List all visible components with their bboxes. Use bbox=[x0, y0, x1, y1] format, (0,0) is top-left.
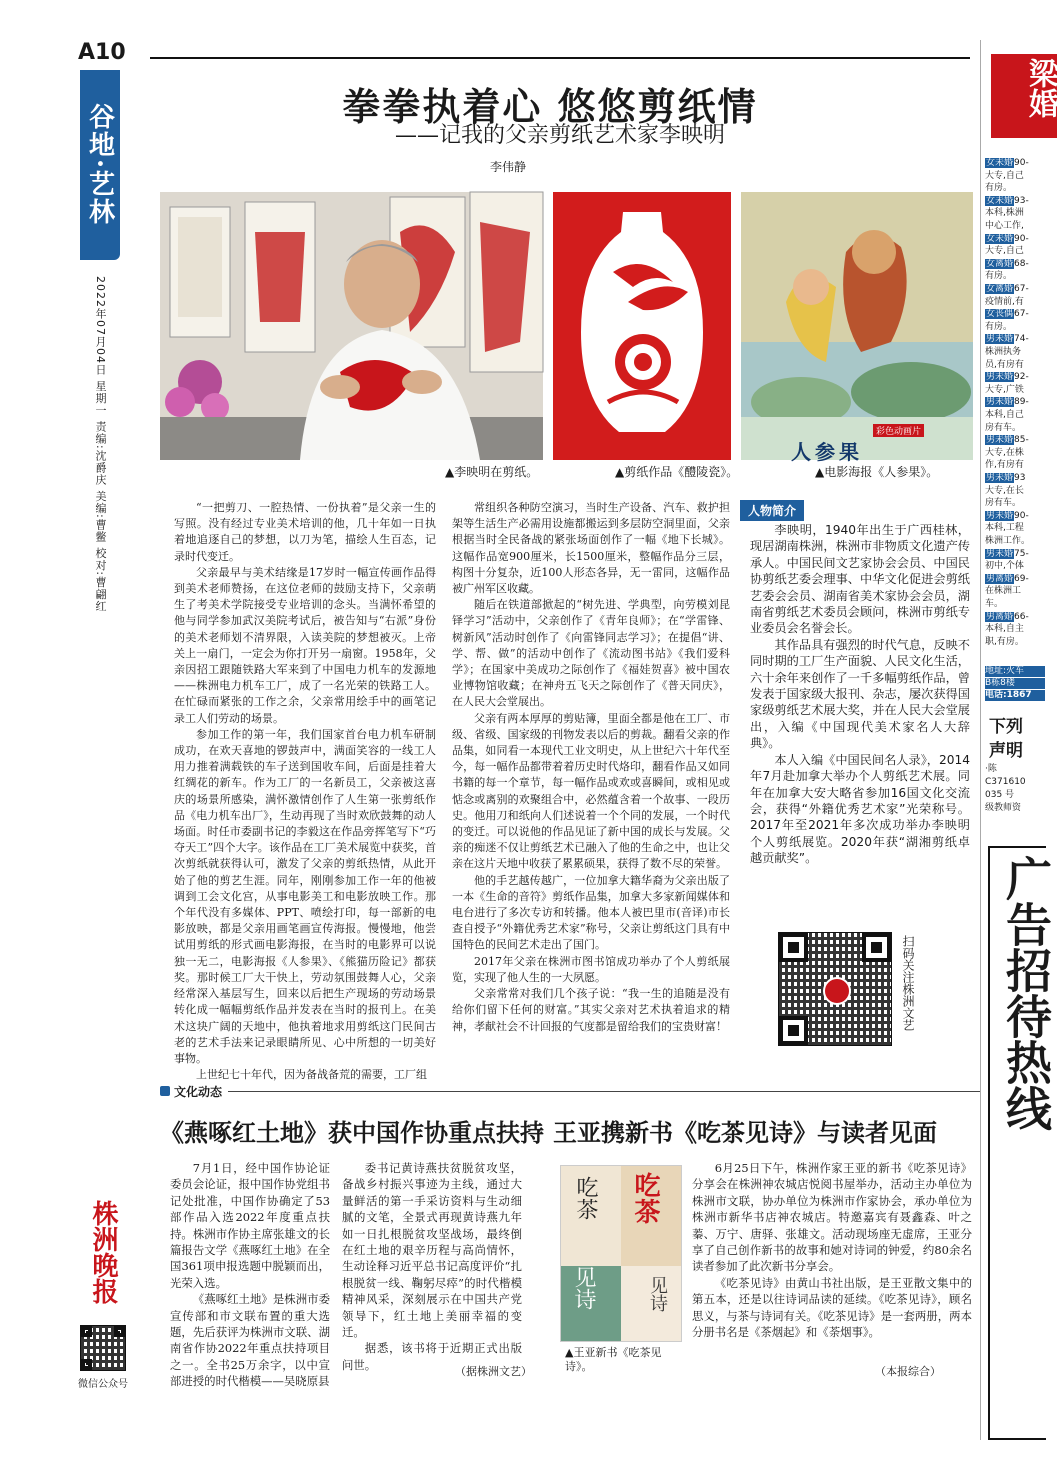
strip-personal-ad-line bbox=[985, 586, 1045, 597]
poster-title: 人参果 bbox=[791, 440, 863, 464]
strip-ad-label: 男离婚 bbox=[986, 573, 1014, 584]
strip-personal-ad-line bbox=[985, 221, 1045, 232]
story2-source: （本报综合） bbox=[875, 1365, 941, 1378]
strip-ad-text: 本科,株洲 bbox=[985, 208, 1024, 219]
book-title-right: 吃茶 bbox=[630, 1172, 660, 1224]
strip-personal-ad-line bbox=[985, 448, 1045, 459]
strip-ad-text: 大专,在长 bbox=[985, 485, 1024, 496]
strip-ad-text: 大专,在株 bbox=[985, 447, 1024, 458]
strip-ad-text: 株洲执务 bbox=[985, 347, 1022, 357]
strip-ad-text: 大专,广铁 bbox=[985, 384, 1024, 395]
section-rule bbox=[160, 1091, 980, 1092]
strip-personal-ad-line bbox=[985, 574, 1045, 585]
strip-personal-ad-line bbox=[985, 410, 1045, 421]
article-paragraph: 2017年父亲在株洲市图书馆成功举办了个人剪纸展览，实现了他人生的一大夙愿。 bbox=[452, 954, 730, 984]
book-subtitle-left: 见诗 bbox=[571, 1266, 596, 1310]
culture-news-label: 文化动态 bbox=[160, 1083, 228, 1100]
issue-meta: 2022年07月04日 星期一 责编:沈爵庆 美编:曹鳖 校对:曹翩红 bbox=[94, 276, 107, 613]
strip-personal-ad-line bbox=[985, 372, 1045, 383]
strip-personal-ad-line bbox=[985, 561, 1045, 572]
photo-caption-poster: ▲电影海报《人参果》。 bbox=[815, 465, 939, 479]
article-column-1 bbox=[174, 500, 436, 1083]
strip-ad-text: 90- bbox=[1014, 510, 1029, 521]
strip-personal-ad-line bbox=[985, 347, 1045, 358]
article-paragraph: 上世纪七十年代，因为备战备荒的需要，工厂组 bbox=[196, 1068, 427, 1082]
strip-personal-ad-line bbox=[985, 246, 1045, 257]
strip-ad-text: 有房。 bbox=[985, 321, 1013, 332]
zhuzhou-arts-qr-code[interactable] bbox=[778, 932, 892, 1046]
strip-personal-ad-line bbox=[985, 284, 1045, 295]
profile-paragraph: 本人入编《中国民间名人录》，2014年7月赴加拿大举办个人剪纸艺术展。同年在加拿大安大略省参加16国文化交流会，获得“外籍优秀艺术家”光荣称号。2017年至2021年多次成功举办李映明个人剪纸展览。2020年获“湖湘剪纸卓越贡献奖”。 bbox=[750, 752, 970, 866]
article-paragraph: 他的手艺越传越广，一位加拿大籍华裔为父亲出版了一本《生命的音符》剪纸作品集，加拿大多家新闻媒体和电台进行了多次专访和转播。他本人被巴里市(音译)市长查自授予“外籍优秀艺术家”称号，父亲让剪纸这门具有中国特色的民间艺术走出了国门。 bbox=[452, 873, 730, 952]
profile-body bbox=[750, 522, 970, 867]
notice-line: ·陈 bbox=[985, 764, 997, 774]
strip-personal-ad-line bbox=[985, 234, 1045, 245]
article-paragraph: 父亲有两本厚厚的剪贴簿，里面全都是他在工厂、市级、省级、国家级的刊物发表以后的剪裁。翻看父亲的作品集，如同看一本现代工业文明史，从上世纪六十年代至今，每一幅作品都带着着历史时代烙印，翻看作品又如同书籍的每一个章节，每一幅作品或欢或喜瞬间，或相见或惦念或离别的欢聚组合中，必然蕴含着一个故事、一段历史。他用刀和纸向人们述说着一个个同的发展，一个时代的变迁。可以说他的作品见证了新中国的成长与发展。父亲的痴迷不仅让剪纸艺术已融入了他的生命之中，也让父亲在这片天地中收获了累累硕果，获得了数不尽的荣誉。 bbox=[452, 711, 730, 871]
profile-tag: 人物简介 bbox=[740, 500, 804, 521]
strip-personal-ad-line bbox=[985, 158, 1045, 169]
strip-ad-text: 初中,个体 bbox=[985, 561, 1024, 572]
strip-ad-text: 85- bbox=[1014, 435, 1029, 446]
strip-ad-text: 作,有房有 bbox=[985, 460, 1024, 471]
story2-paragraph: 6月25日下午，株洲作家王亚的新书《吃茶见诗》分享会在株洲神农城店悦阅书屋举办，活动主办单位为株洲市文联，协办单位为株洲市作家协会，承办单位为株洲市新华书店神农城店。特邀嘉宾有聂鑫森、叶之蓁、万宁、唐驿、张雄文。活动现场座无虚席，王亚分享了自己创作新书的故事和她对诗词的钟爱，约80余名读者参加了此次新书分享会。 bbox=[692, 1161, 972, 1274]
strip-ad-text: 89- bbox=[1014, 397, 1029, 408]
strip-personal-ad-line bbox=[985, 511, 1045, 522]
story1-paragraph: 7月1日，经中国作协论证委员会论证，报中国作协党组书记处批准，中国作协确定了53部作品入选2022年度重点扶持。株洲市作协主席张雄文的长篇报告文学《燕啄红土地》在全国361项申报选题中脱颖而出，光荣入选。 bbox=[170, 1161, 330, 1290]
strip-personal-ad-line bbox=[985, 196, 1045, 207]
strip-personal-ad-line bbox=[985, 360, 1045, 371]
strip-personal-ad-line bbox=[985, 460, 1045, 471]
story2-title: 王亚携新书《吃茶见诗》与读者见面 bbox=[553, 1118, 937, 1147]
strip-personal-ad-line bbox=[985, 486, 1045, 497]
strip-personal-ad-line bbox=[985, 385, 1045, 396]
article-column-2 bbox=[452, 500, 730, 1035]
strip-personal-ad-line bbox=[985, 624, 1045, 635]
strip-ad-text: 75- bbox=[1014, 548, 1029, 559]
article-paragraph: 父亲最早与美术结缘是17岁时一幅宣传画作品得到美术老师赞扬，在这位老师的鼓励支持下，父亲萌生了考美术学院接受专业培训的念头。当满怀希望的他与同学参加武汉美院考试后，被告知与“右派”身份的美术老师划不清界限，入读美院的梦想被灭。上帝关上一扇门，一定会为你打开另一扇窗。1958年，父亲因招工跟随铁路大军来到了中国电力机车的发源地——株洲电力机车工厂，成了一名光荣的铁路工人。在忙碌而紧张的工作之余，父亲常用绘手中的画笔记录工人们劳动的场景。 bbox=[174, 565, 436, 725]
story1-paragraph: 据悉，该书将于近期正式出版问世。 bbox=[342, 1341, 522, 1372]
paper-qr-code bbox=[80, 1325, 126, 1371]
paper-logo: 株洲晚报 bbox=[88, 1200, 118, 1304]
notice-line: 级教师资 bbox=[985, 803, 1022, 813]
strip-ad-text: 大专,自己 bbox=[985, 246, 1024, 257]
strip-personal-ad-line bbox=[985, 473, 1045, 484]
strip-personal-ad-line bbox=[985, 322, 1045, 333]
qr-caption: 扫码关注株洲文艺 bbox=[901, 935, 915, 1031]
strip-ad-text: 职,有房。 bbox=[985, 636, 1024, 647]
label-marker-icon bbox=[160, 1086, 170, 1096]
byline: 李伟静 bbox=[490, 160, 527, 174]
strip-personal-ad-line bbox=[985, 637, 1045, 648]
profile-paragraph: 李映明，1940年出生于广西桂林，现居湖南株洲，株洲市非物质文化遗产传承人。中国民间文艺家协会会员、中国民协剪纸艺委会理事、中华文化促进会剪纸艺委会会员、湖南省美术家协会会员，湖南省剪纸艺术委员会顾问，株洲市剪纸专业委员会名誉会长。 bbox=[750, 523, 970, 636]
story1-column-2 bbox=[342, 1160, 522, 1373]
strip-ad-label: 女未婚 bbox=[986, 233, 1014, 244]
strip-personal-ad-line bbox=[985, 423, 1045, 434]
story1-column-1 bbox=[170, 1160, 330, 1390]
strip-ad-text: 员,有房有 bbox=[985, 359, 1024, 370]
strip-ad-text: 大专,自己 bbox=[985, 170, 1024, 181]
strip-personal-ad-line bbox=[985, 435, 1045, 446]
strip-ad-label: 男未婚 bbox=[986, 334, 1014, 345]
strip-ad-label: 女丧偶 bbox=[986, 309, 1014, 320]
strip-ad-label: 男未婚 bbox=[986, 435, 1014, 446]
strip-personal-ad-line bbox=[985, 612, 1045, 623]
story1-paragraph: 委书记黄诗燕扶贫脱贫攻坚，备战乡村振兴事迹为主线，通过大量鲜活的第一手采访资料与生动细腻的文笔，全景式再现黄诗燕九年如一日扎根脱贫攻坚战场，最终倒在红土地的艰辛历程与高尚情怀，生动诠释习近平总书记高度评价“扎根脱贫一线、鞠躬尽瘁”的时代楷模精神风采，深刻展示在中国共产党领导下，红土地上美丽幸福的变迁。 bbox=[342, 1161, 522, 1340]
strip-ad-text: 66- bbox=[1014, 611, 1029, 622]
story1-paragraph: 《燕啄红土地》是株洲市委宣传部和市文联布置的重大选题，先后获评为株洲市文联、湖南省作协2022年重点扶持项目之一。全书25万余字，以中宣部进授的时代楷模——吴晓原县 bbox=[170, 1292, 330, 1389]
strip-personal-ad-line bbox=[985, 523, 1045, 534]
strip-ad-text: 有房。 bbox=[985, 183, 1013, 194]
story2-paragraph: 《吃茶见诗》由黄山书社出版，是王亚散文集中的第五本，还是以往诗词品读的延续。《吃茶见诗》，顾名思义，与茶与诗词有关。《吃茶见诗》是一套两册，两本分册书名是《茶烟起》和《荼烟事》。 bbox=[692, 1275, 972, 1340]
strip-ad-text: 车。 bbox=[985, 599, 1004, 609]
strip-address-2: B栋8楼 bbox=[985, 678, 1045, 689]
section-label: 谷地·艺林 bbox=[80, 70, 120, 260]
strip-personal-ad-line bbox=[985, 171, 1045, 182]
photo-papercut-vase bbox=[553, 192, 731, 460]
strip-ad-text: 67- bbox=[1014, 309, 1029, 320]
article-paragraph: 父亲常常对我们几个孩子说：“我一生的追随是没有给你们留下任何的财富。”其实父亲对艺术执着追求的精神，孝献社会不计回报的气度都是留给我们的宝贵财富！ bbox=[452, 987, 730, 1033]
strip-ad-text: 68- bbox=[1014, 258, 1029, 269]
strip-ad-text: 67- bbox=[1014, 284, 1029, 294]
strip-personal-ad-line bbox=[985, 549, 1045, 560]
poster-banner: 彩色动画片 bbox=[873, 424, 924, 437]
strip-ad-text: 92- bbox=[1014, 372, 1029, 383]
photo-caption-artist: ▲李映明在剪纸。 bbox=[445, 465, 539, 479]
book-cover-image bbox=[560, 1165, 682, 1342]
marriage-ads-heading: 梁婚 bbox=[991, 54, 1057, 138]
strip-phone: 电话:1867 bbox=[985, 690, 1045, 701]
strip-address: 地址:火车 bbox=[985, 666, 1045, 677]
strip-personal-ad-line bbox=[985, 334, 1045, 345]
strip-ad-label: 女离婚 bbox=[986, 284, 1014, 294]
notice-line: C371610 bbox=[985, 777, 1026, 787]
paper-qr-caption: 微信公众号 bbox=[78, 1379, 128, 1390]
strip-ad-label: 男未婚 bbox=[986, 473, 1014, 483]
photo-caption-vase: ▲剪纸作品《醴陵瓷》。 bbox=[615, 465, 739, 479]
story2-body bbox=[692, 1160, 972, 1340]
strip-personal-ad-line bbox=[985, 599, 1045, 610]
strip-personal-ad-line bbox=[985, 309, 1045, 320]
strip-ad-label: 女离婚 bbox=[986, 258, 1014, 269]
article-paragraph: 常组织各种防空演习，当时生产设备、汽车、救护担架等生活生产必需用设施都搬运到多层防空洞里面，父亲根据当时全民备战的紧张场面创作了一幅《地下长城》。这幅作品宽900厘米，长1500厘米，整幅作品分三层，构图十分复杂，近100人形态各异，无一雷同，这幅作品被广州军区收藏。 bbox=[452, 501, 730, 596]
strip-ad-text: 株洲工作。 bbox=[985, 536, 1031, 546]
book-subtitle-right: 见诗 bbox=[647, 1276, 668, 1312]
article-paragraph: “一把剪刀、一腔热情、一份执着”是父亲一生的写照。没有经过专业美术培训的他，几十年如一日执着地追逐自己的梦想，以刀为笔，描绘人生百态，记录时代变迁。 bbox=[174, 501, 436, 563]
strip-ad-text: 本科,自主 bbox=[985, 624, 1024, 635]
photo-film-poster bbox=[741, 192, 973, 464]
strip-ad-text: 疫情前,有 bbox=[985, 296, 1024, 307]
ad-hotline-text: 广告招待热线 bbox=[999, 855, 1053, 1131]
strip-personal-ad-line bbox=[985, 498, 1045, 509]
strip-ad-text: 有房。 bbox=[985, 271, 1013, 282]
article-paragraph: 参加工作的第一年，我们国家首台电力机车研制成功，在欢天喜地的锣鼓声中，满面笑容的一线工人用力推着满载铁的车子送到国收车间，后面是挂着大红绸花的新车。作为工厂的一名新员工，父亲被这喜庆的场景所感染，满怀激情创作了人生第一张剪纸作品《电力机车出厂》，生动再现了当时欢欣鼓舞的动人场面。时任市委副书记的李毅这在作品旁挥笔写下“巧夺天工”四个大字。该作品在工厂美术展览中获奖，首次剪纸就获得认可，激发了父亲的剪纸热情，从此开始了他的剪艺生涯。同年，刚刚参加工作一年的他被调到工会文化宫，从事电影美工和电影放映工作。那个年代没有多媒体、PPT、喷绘打印，每一部新的电影放映，都是父亲用画笔画宣传海报。慢慢地，他尝试用剪纸的形式画电影海报，在当时的电影界可以说独一无二，电影海报《人参果》、《熊猫历险记》都获奖。那时候工厂大干快上，劳动氛围鼓舞人心，父亲经常深入基层写生，回来以后把生产现场的劳动场景转化成一幅幅剪纸作品并发表在当时的报刊上。在美术这块广阔的天地中，他执着地求用剪纸这门民间古老的艺术手法来记录眼睛所见、心中所想的一切美好事物。 bbox=[174, 727, 436, 1065]
strip-ad-text: 69- bbox=[1014, 573, 1029, 584]
strip-personal-ad-line bbox=[985, 208, 1045, 219]
notice-line: 035 号 bbox=[985, 790, 1015, 800]
strip-ad-text: 90- bbox=[1014, 233, 1029, 244]
top-rule bbox=[150, 57, 970, 59]
strip-ad-text: 房有车。 bbox=[985, 422, 1022, 433]
headline: 拳拳执着心 悠悠剪纸情 bbox=[342, 84, 758, 129]
strip-ad-text: 74- bbox=[1014, 334, 1029, 345]
subheadline: ——记我的父亲剪纸艺术家李映明 bbox=[394, 123, 725, 148]
strip-personal-ad-line bbox=[985, 271, 1045, 282]
strip-ad-text: 93 bbox=[1014, 473, 1026, 483]
strip-ad-label: 男未婚 bbox=[986, 548, 1014, 559]
story1-title: 《燕啄红土地》获中国作协重点扶持 bbox=[160, 1118, 544, 1147]
strip-ad-text: 93- bbox=[1014, 195, 1029, 206]
page-number: A10 bbox=[78, 40, 126, 65]
story1-source: （据株洲文艺） bbox=[455, 1365, 532, 1378]
book-title-left: 吃茶 bbox=[573, 1176, 598, 1220]
strip-ad-text: 在株洲工 bbox=[985, 586, 1022, 597]
article-paragraph: 随后在铁道部掀起的“树先进、学典型，向劳模刘昆铎学习”活动中，父亲创作了《青年良师》；在“学雷锋、树新风”活动时创作了《向雷锋同志学习》；在提倡“讲、学、帮、做”的活动中创作了《流动图书站》《我们爱科学》；在国家中美成功之际创作了《福娃贺喜》被中国农业博物馆收藏；在神舟五飞天之际创作了《普天同庆》，在人民大会堂展出。 bbox=[452, 598, 730, 709]
photo-artist-cutting bbox=[160, 192, 543, 460]
book-caption: ▲王亚新书《吃茶见诗》。 bbox=[565, 1346, 662, 1373]
strip-ad-text: 中心工作, bbox=[985, 221, 1024, 231]
column-divider bbox=[980, 40, 981, 1440]
strip-personal-ad-line bbox=[985, 536, 1045, 547]
strip-ad-text: 本科,工程 bbox=[985, 523, 1024, 534]
strip-ad-label: 男未婚 bbox=[986, 397, 1014, 408]
strip-ad-label: 女未婚 bbox=[986, 158, 1014, 168]
strip-personal-ad-line bbox=[985, 183, 1045, 194]
notice-title: 下列 bbox=[989, 717, 1023, 737]
profile-paragraph: 其作品具有强烈的时代气息，反映不同时期的工厂生产面貌、人民文化生活，六十余年来创作了一千多幅剪纸作品，曾发表于国家级大报刊、杂志，屡次获得国家级剪纸艺术展大奖，并在人民大会堂展出，入编《中国现代美术家名人大辞典》。 bbox=[750, 637, 970, 751]
strip-ad-label: 女未婚 bbox=[986, 195, 1014, 206]
strip-ad-text: 本科,自己 bbox=[985, 410, 1024, 420]
strip-personal-ad-line bbox=[985, 297, 1045, 308]
strip-personal-ad-line bbox=[985, 397, 1045, 408]
strip-ad-label: 男未婚 bbox=[986, 510, 1014, 521]
strip-ad-text: 房有车。 bbox=[985, 498, 1022, 509]
strip-personal-ad-line bbox=[985, 259, 1045, 270]
notice-title-2: 声明 bbox=[989, 741, 1023, 761]
strip-ad-label: 男未婚 bbox=[986, 372, 1014, 383]
strip-ad-label: 男离婚 bbox=[986, 611, 1014, 622]
strip-ad-text: 90- bbox=[1014, 158, 1029, 168]
